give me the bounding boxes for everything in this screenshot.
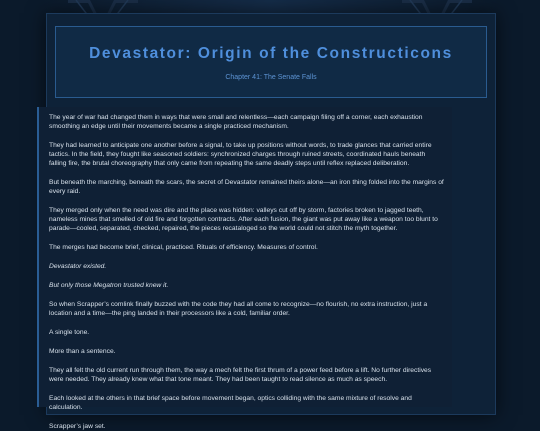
story-body[interactable]: [37, 107, 452, 430]
story-paragraph: Each looked at the others in that brief space before movement began, optics colliding with the same mixture of resolve and calculation.: [49, 395, 412, 411]
story-header: [55, 26, 487, 98]
story-paragraph: So when Scrapper’s comlink finally buzzed with the code they had all come to recognize—no flourish, no extra instruction, just a location and a time—the ping landed in their processors like a cold, familiar order.: [49, 301, 428, 317]
story-paragraph: They all felt the old current run through them, the way a mech felt the first thrum of a power feed before a lift. No further directives were needed. They already knew what that tone meant. They had been taught to read silence as much as speech.: [49, 367, 432, 383]
story-paragraph: More than a sentence.: [49, 348, 116, 355]
chapter-subtitle: Chapter 41: The Senate Falls: [225, 74, 317, 81]
story-title: Devastator: Origin of the Constructicons: [89, 45, 453, 62]
story-paragraph: A single tone.: [49, 329, 90, 336]
story-paragraph: But beneath the marching, beneath the scars, the secret of Devastator remained theirs alone—an iron thing folded into the margins of every raid.: [49, 179, 444, 195]
story-paragraph: Scrapper’s jaw set.: [49, 423, 106, 430]
story-paragraph: But only those Megatron trusted knew it.: [49, 282, 169, 289]
story-paragraph: The year of war had changed them in ways that were small and relentless—each campaign filing off a corner, each exhaustion smoothing an edge until their movements became a single practiced mechanism.: [49, 114, 423, 130]
story-paragraph: Devastator existed.: [49, 263, 107, 270]
story-paragraph: They had learned to anticipate one another before a signal, to take up positions without words, to trade glances that carried entire tactics. In the field, they fought like seasoned soldiers: synchronized charges through ruined streets, coordinated hauls beneath falling fire, the brutal choreography that only came from repeating the same deadly steps until reflex replaced deliberation.: [49, 142, 432, 167]
story-paragraph: The merges had become brief, clinical, practiced. Rituals of efficiency. Measures of control.: [49, 244, 318, 251]
story-text-column: [39, 107, 452, 431]
story-paragraph: They merged only when the need was dire and the place was hidden: valleys cut off by storm, factories broken to jagged teeth, nameless mines that smelled of old fire and forgotten contracts. After each fusion, the giant was put away like a weapon too blunt to parade—cooled, separated, checked, repaired, the pieces recataloged so the world could not stitch the myth together.: [49, 207, 438, 232]
